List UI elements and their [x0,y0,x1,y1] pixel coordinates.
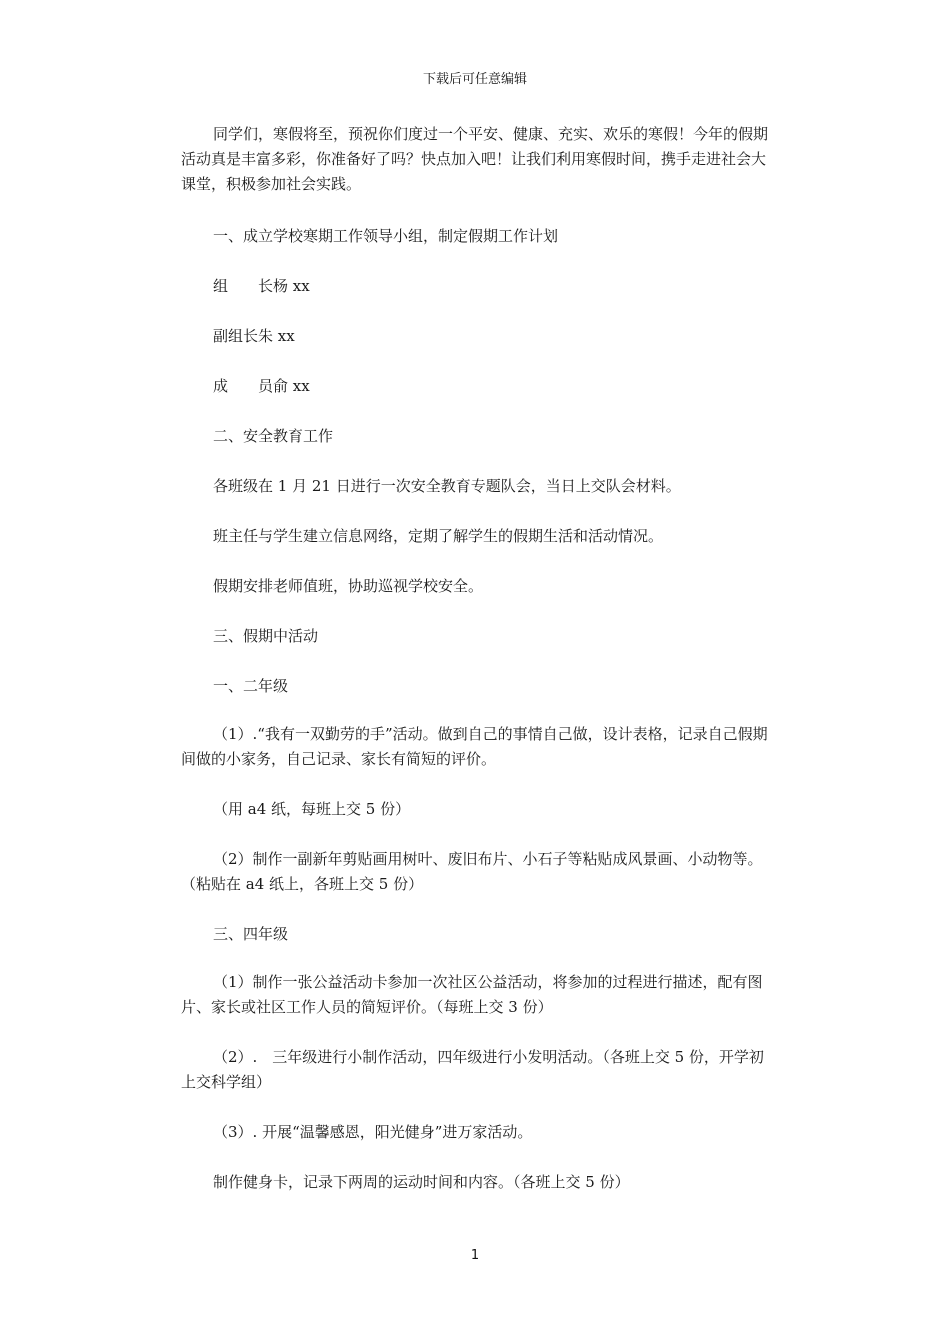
intro-paragraph: 同学们，寒假将至，预祝你们度过一个平安、健康、充实、欢乐的寒假！今年的假期活动真是丰富多彩，你准备好了吗？快点加入吧！让我们利用寒假时间，携手走进社会大课堂，积极参加社会实践。 [181,125,769,193]
leader-line: 组 长杨 xx [213,277,310,295]
page-header-note: 下载后可任意编辑 [422,72,527,87]
activity-gratitude-fitness: （3）. 开展“温馨感恩，阳光健身”进万家活动。 [213,1123,533,1141]
activity-hardworking-hands: （1）.“我有一双勤劳的手”活动。做到自己的事情自己做，设计表格，记录自己假期间做的小家务，自己记录、家长有简短的评价。 [181,725,768,768]
section-heading-safety: 二、安全教育工作 [213,427,334,445]
info-network-paragraph: 班主任与学生建立信息网络，定期了解学生的假期生活和活动情况。 [213,527,664,545]
section-heading-activities: 三、假期中活动 [213,627,319,645]
grade-1-2-heading: 一、二年级 [213,677,289,695]
member-line: 成 员俞 xx [213,377,310,395]
activity-invention: （2）. 三年级进行小制作活动，四年级进行小发明活动。（各班上交 5 份，开学初上交科学组） [181,1048,764,1091]
activity-submit-note: （用 a4 纸，每班上交 5 份） [213,800,411,818]
fitness-card-paragraph: 制作健身卡，记录下两周的运动时间和内容。（各班上交 5 份） [213,1173,630,1191]
duty-paragraph: 假期安排老师值班，协助巡视学校安全。 [213,577,484,595]
activity-public-welfare: （1）制作一张公益活动卡参加一次社区公益活动，将参加的过程进行描述，配有图片、家长或社区工作人员的简短评价。（每班上交 3 份） [181,973,763,1016]
grade-3-4-heading: 三、四年级 [213,925,289,943]
page-number: 1 [470,1248,480,1263]
safety-meeting-paragraph: 各班级在 1 月 21 日进行一次安全教育专题队会，当日上交队会材料。 [213,477,681,495]
section-heading-leadership: 一、成立学校寒期工作领导小组，制定假期工作计划 [213,227,559,245]
deputy-leader-line: 副组长朱 xx [213,327,295,345]
activity-collage: （2）制作一副新年剪贴画用树叶、废旧布片、小石子等粘贴成风景画、小动物等。（粘贴在 a4 纸上，各班上交 5 份） [181,850,763,893]
